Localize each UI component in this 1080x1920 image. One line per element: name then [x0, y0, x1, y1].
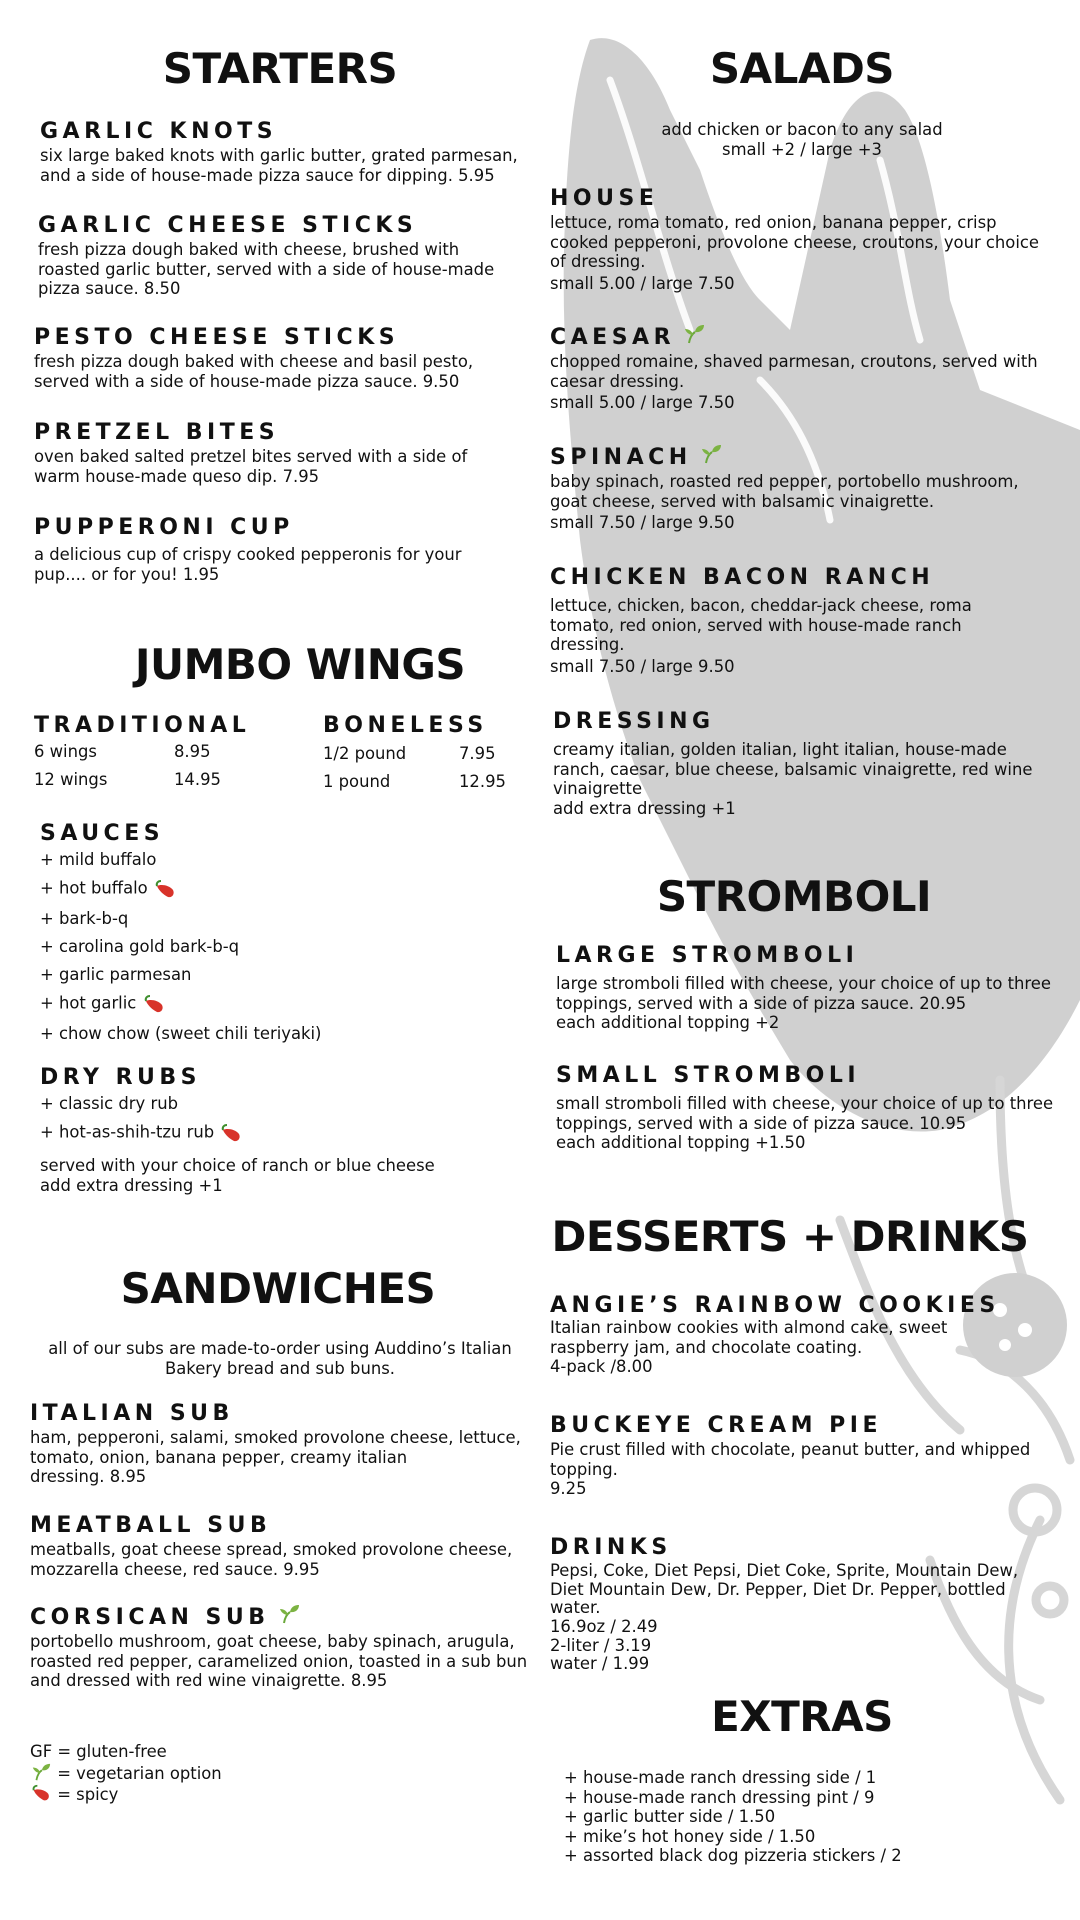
- wings-price: 7.95: [459, 744, 496, 764]
- item-description: ham, pepperoni, salami, smoked provolone cheese, lettuce,: [30, 1428, 521, 1448]
- item-description: cooked pepperoni, provolone cheese, croutons, your choice: [550, 232, 1039, 252]
- item-description: toppings, served with a side of pizza sauce. 20.95: [556, 993, 967, 1013]
- item-description: roasted garlic butter, served with a side of house-made: [38, 259, 495, 279]
- wings-size: 1/2 pound: [323, 744, 407, 764]
- menu-item-buckeye-cream-pie: [550, 1414, 1030, 1499]
- wings-boneless-title: BONELESS: [323, 713, 488, 738]
- legend-vegetarian: = vegetarian option: [30, 1762, 222, 1784]
- item-description: Italian rainbow cookies with almond cake, sweet: [550, 1318, 948, 1338]
- item-price: small 5.00 / large 7.50: [550, 273, 735, 293]
- sauce-item: + hot garlic: [40, 993, 321, 1015]
- item-description: a delicious cup of crispy cooked pepperonis for your: [34, 545, 462, 565]
- stromboli-heading: STROMBOLI: [656, 872, 932, 921]
- item-description: dressing.: [550, 635, 625, 655]
- item-description: pizza sauce. 8.50: [38, 279, 181, 299]
- item-description: baby spinach, roasted red pepper, portobello mushroom,: [550, 472, 1019, 492]
- item-description: meatballs, goat cheese spread, smoked provolone cheese,: [30, 1540, 513, 1560]
- menu-item-caesar-salad: [550, 326, 1038, 413]
- menu-item-spinach-salad: [550, 446, 1019, 533]
- sprout-icon: [30, 1762, 52, 1782]
- dry-rubs-title: DRY RUBS: [40, 1065, 202, 1090]
- item-description: tomato, red onion, served with house-made ranch: [550, 615, 962, 635]
- menu-item-pretzel-bites: [34, 421, 467, 486]
- wings-size: 1 pound: [323, 771, 391, 791]
- wings-size: 6 wings: [34, 742, 97, 762]
- extras-item: + garlic butter side / 1.50: [564, 1807, 776, 1827]
- item-description: fresh pizza dough baked with cheese and basil pesto,: [34, 352, 474, 372]
- item-description: toppings, served with a side of pizza sauce. 10.95: [556, 1113, 967, 1133]
- sprout-icon: [683, 323, 705, 345]
- item-description: Diet Mountain Dew, Dr. Pepper, Diet Dr. Pepper, bottled: [550, 1579, 1006, 1599]
- item-description: each additional topping +2: [556, 1013, 780, 1033]
- item-title: DRINKS: [550, 1535, 672, 1560]
- wings-sauces: [40, 822, 321, 1052]
- menu-item-house-salad: [550, 187, 1039, 294]
- item-description: mozzarella cheese, red sauce. 9.95: [30, 1559, 320, 1579]
- sauces-title: SAUCES: [40, 821, 165, 846]
- sauce-item: + chow chow (sweet chili teriyaki): [40, 1023, 322, 1043]
- menu-item-rainbow-cookies: [550, 1294, 1000, 1377]
- item-description: topping.: [550, 1459, 618, 1479]
- extras-item: + assorted black dog pizzeria stickers / 2: [564, 1846, 902, 1866]
- item-description: goat cheese, served with balsamic vinaigrette.: [550, 491, 935, 511]
- item-description: raspberry jam, and chocolate coating.: [550, 1337, 863, 1357]
- item-description: 16.9oz / 2.49: [550, 1616, 658, 1636]
- starters-heading: STARTERS: [162, 44, 398, 93]
- item-description: vinaigrette: [553, 779, 643, 799]
- extras-item: + house-made ranch dressing side / 1: [564, 1768, 877, 1787]
- wings-heading: JUMBO WINGS: [134, 640, 466, 689]
- wings-traditional: [34, 714, 250, 789]
- item-description: 9.25: [550, 1479, 587, 1499]
- item-title: CHICKEN BACON RANCH: [550, 565, 935, 590]
- salads-intro: add chicken or bacon to any salad small +2 / large +3: [661, 120, 943, 159]
- wings-dry-rubs: [40, 1066, 435, 1195]
- item-description: creamy italian, golden italian, light italian, house-made: [553, 740, 1007, 760]
- item-description: pup.... or for you! 1.95: [34, 564, 220, 584]
- item-description: caesar dressing.: [550, 371, 685, 391]
- legend-gluten-free: GF = gluten-free: [30, 1742, 167, 1761]
- item-price: small 5.00 / large 7.50: [550, 393, 735, 413]
- chili-pepper-icon: [153, 878, 177, 900]
- menu-item-corsican-sub: [30, 1606, 527, 1691]
- menu-item-meatball-sub: [30, 1514, 512, 1579]
- item-description: ranch, caesar, blue cheese, balsamic vinaigrette, red wine: [553, 759, 1033, 779]
- item-description: six large baked knots with garlic butter, grated parmesan,: [40, 146, 518, 166]
- menu-item-large-stromboli: [556, 944, 1051, 1033]
- dry-rub-item: + classic dry rub: [40, 1094, 178, 1114]
- wings-price: 14.95: [174, 769, 221, 789]
- wings-price: 8.95: [174, 742, 211, 762]
- item-description: tomato, onion, banana pepper, creamy italian: [30, 1447, 408, 1467]
- item-description: 4-pack /8.00: [550, 1357, 653, 1377]
- extras-item: + house-made ranch dressing pint / 9: [564, 1787, 875, 1807]
- item-description: water / 1.99: [550, 1654, 650, 1674]
- dry-rub-item: + hot-as-shih-tzu rub: [40, 1122, 435, 1144]
- sauce-item: + mild buffalo: [40, 850, 157, 870]
- wings-note: add extra dressing +1: [40, 1175, 223, 1195]
- sauce-item: + carolina gold bark-b-q: [40, 936, 240, 956]
- item-title: HOUSE: [550, 186, 659, 211]
- extras-item: + mike’s hot honey side / 1.50: [564, 1826, 816, 1846]
- wings-note: served with your choice of ranch or blue cheese: [40, 1156, 435, 1176]
- item-title: ITALIAN SUB: [30, 1401, 234, 1426]
- wings-boneless: [323, 714, 506, 791]
- item-description: oven baked salted pretzel bites served with a side of: [34, 447, 468, 467]
- item-title: SMALL STROMBOLI: [556, 1063, 861, 1088]
- item-description: add extra dressing +1: [553, 798, 736, 818]
- item-title: SPINACH: [550, 445, 692, 470]
- item-description: Pie crust filled with chocolate, peanut butter, and whipped: [550, 1440, 1031, 1460]
- menu-item-dressing: [553, 710, 1032, 819]
- item-description: of dressing.: [550, 252, 646, 272]
- extras-heading: EXTRAS: [711, 1692, 893, 1741]
- item-title: PUPPERONI CUP: [34, 515, 294, 540]
- item-title: CAESAR: [550, 325, 676, 350]
- sprout-icon: [700, 443, 722, 465]
- item-description: portobello mushroom, goat cheese, baby spinach, arugula,: [30, 1632, 515, 1652]
- wings-size: 12 wings: [34, 769, 108, 789]
- item-description: chopped romaine, shaved parmesan, croutons, served with: [550, 352, 1038, 372]
- item-description: 2-liter / 3.19: [550, 1635, 652, 1655]
- menu-item-drinks: [550, 1536, 1018, 1674]
- sauce-item: + bark-b-q: [40, 908, 129, 928]
- item-description: and a side of house-made pizza sauce for dipping. 5.95: [40, 165, 495, 185]
- desserts-heading: DESSERTS + DRINKS: [551, 1212, 1029, 1261]
- item-description: Pepsi, Coke, Diet Pepsi, Diet Coke, Sprite, Mountain Dew,: [550, 1561, 1019, 1581]
- wings-price: 12.95: [459, 771, 506, 791]
- item-description: warm house-made queso dip. 7.95: [34, 466, 320, 486]
- menu-item-garlic-knots: [40, 120, 518, 185]
- item-description: each additional topping +1.50: [556, 1133, 806, 1153]
- item-title: PRETZEL BITES: [34, 420, 280, 445]
- menu-item-garlic-cheese-sticks: [38, 214, 494, 299]
- sauce-item: + hot buffalo: [40, 878, 321, 900]
- item-price: small 7.50 / large 9.50: [550, 513, 735, 533]
- sandwiches-intro: all of our subs are made-to-order using Auddino’s Italian Bakery bread and sub buns.: [48, 1339, 512, 1378]
- item-description: dressing. 8.95: [30, 1467, 147, 1487]
- extras-list: [564, 1768, 902, 1866]
- item-description: large stromboli filled with cheese, your choice of up to three: [556, 974, 1051, 994]
- menu-item-small-stromboli: [556, 1064, 1053, 1153]
- item-title: LARGE STROMBOLI: [556, 943, 859, 968]
- item-description: roasted red pepper, caramelized onion, toasted in a sub bun: [30, 1651, 528, 1671]
- item-description: and dressed with red wine vinaigrette. 8.95: [30, 1671, 388, 1691]
- item-title: GARLIC KNOTS: [40, 119, 278, 144]
- sprout-icon: [278, 1603, 300, 1625]
- wings-traditional-title: TRADITIONAL: [34, 713, 251, 738]
- legend-spicy: = spicy: [30, 1783, 222, 1805]
- item-title: GARLIC CHEESE STICKS: [38, 213, 418, 238]
- item-title: CORSICAN SUB: [30, 1605, 270, 1630]
- legend: [30, 1742, 222, 1805]
- item-title: PESTO CHEESE STICKS: [34, 325, 400, 350]
- item-description: fresh pizza dough baked with cheese, brushed with: [38, 240, 460, 260]
- menu-item-pupperoni-cup: [34, 516, 462, 584]
- item-title: DRESSING: [553, 709, 715, 734]
- item-price: small 7.50 / large 9.50: [550, 656, 735, 676]
- item-description: lettuce, chicken, bacon, cheddar-jack cheese, roma: [550, 596, 972, 616]
- chili-pepper-icon: [30, 1783, 52, 1803]
- menu-item-chicken-bacon-ranch: [550, 566, 972, 677]
- item-description: water.: [550, 1598, 601, 1618]
- item-title: BUCKEYE CREAM PIE: [550, 1413, 883, 1438]
- item-description: small stromboli filled with cheese, your choice of up to three: [556, 1094, 1054, 1114]
- item-title: ANGIE’S RAINBOW COOKIES: [550, 1293, 1000, 1318]
- menu-item-pesto-cheese-sticks: [34, 326, 473, 391]
- menu-item-italian-sub: [30, 1402, 521, 1487]
- salads-heading: SALADS: [709, 44, 895, 93]
- sandwiches-heading: SANDWICHES: [120, 1264, 436, 1313]
- item-description: served with a side of house-made pizza sauce. 9.50: [34, 371, 460, 391]
- item-description: lettuce, roma tomato, red onion, banana pepper, crisp: [550, 213, 997, 233]
- item-title: MEATBALL SUB: [30, 1513, 272, 1538]
- chili-pepper-icon: [142, 993, 166, 1015]
- sauce-item: + garlic parmesan: [40, 964, 192, 984]
- chili-pepper-icon: [219, 1122, 243, 1144]
